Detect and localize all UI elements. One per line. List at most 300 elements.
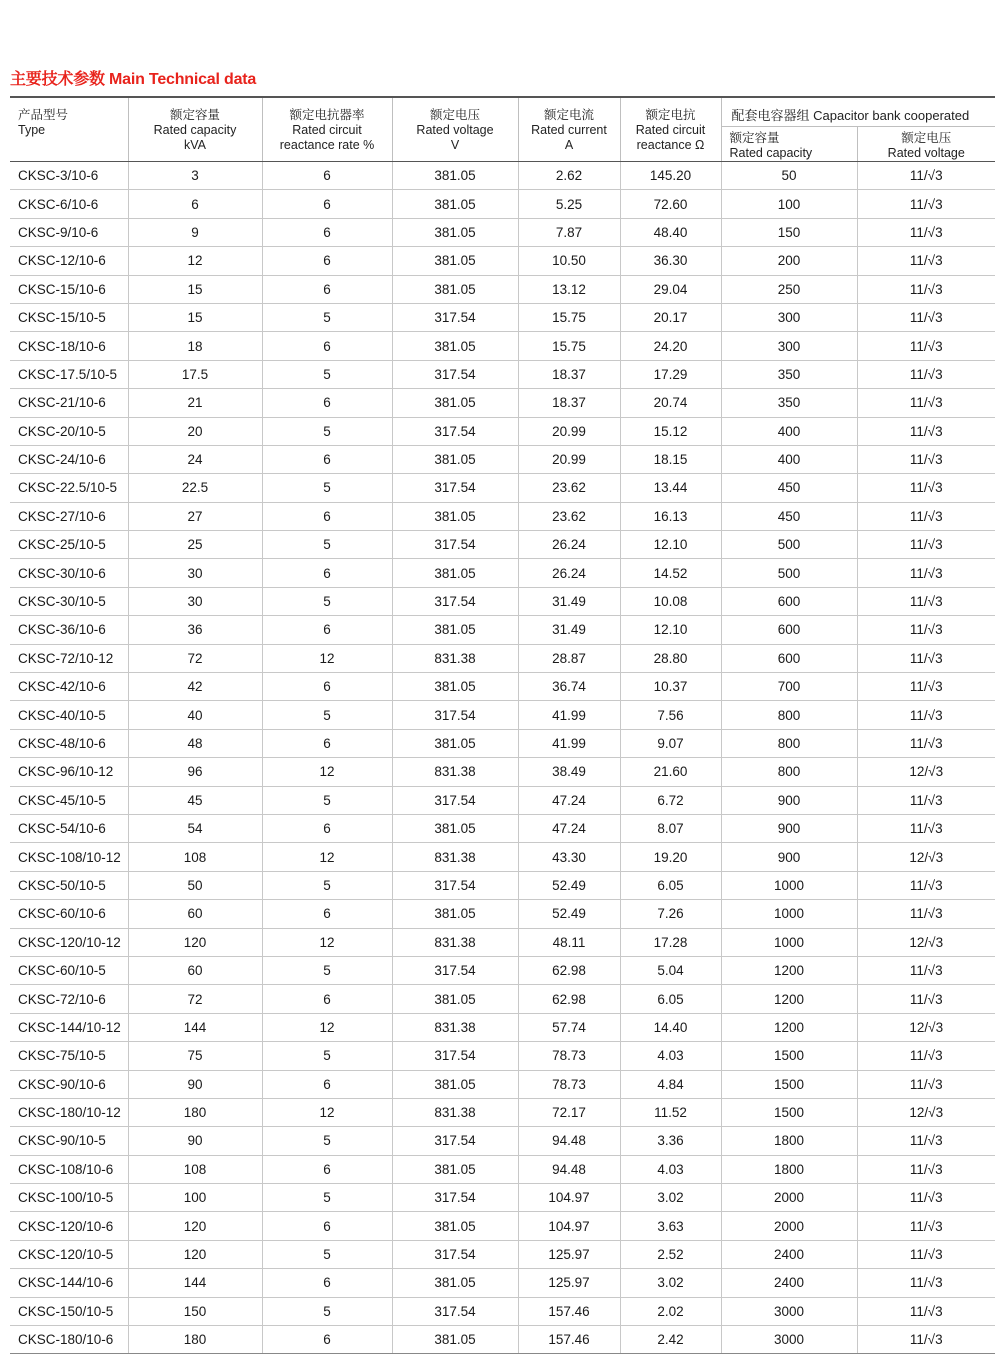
reactance-rate-cell: 6	[262, 559, 392, 587]
voltage-cell: 831.38	[392, 1098, 518, 1126]
reactance-rate-cell: 6	[262, 900, 392, 928]
reactance-rate-cell: 5	[262, 871, 392, 899]
current-cell: 23.62	[518, 474, 620, 502]
reactance-cell: 9.07	[620, 729, 721, 757]
reactance-cell: 4.03	[620, 1042, 721, 1070]
reactance-cell: 19.20	[620, 843, 721, 871]
reactance-rate-cell: 5	[262, 786, 392, 814]
capacity-cell: 75	[128, 1042, 262, 1070]
header-bank-capacity: 额定容量 Rated capacity	[721, 127, 857, 162]
bank-capacity-cell: 800	[721, 729, 857, 757]
type-cell: CKSC-40/10-5	[10, 701, 128, 729]
voltage-cell: 381.05	[392, 389, 518, 417]
bank-capacity-cell: 1000	[721, 871, 857, 899]
capacity-cell: 100	[128, 1184, 262, 1212]
voltage-cell: 381.05	[392, 673, 518, 701]
bank-capacity-cell: 3000	[721, 1326, 857, 1354]
type-cell: CKSC-108/10-12	[10, 843, 128, 871]
type-cell: CKSC-108/10-6	[10, 1155, 128, 1183]
reactance-cell: 15.12	[620, 417, 721, 445]
reactance-cell: 6.05	[620, 985, 721, 1013]
reactance-cell: 14.52	[620, 559, 721, 587]
voltage-cell: 381.05	[392, 1070, 518, 1098]
table-row	[10, 417, 995, 445]
type-cell: CKSC-144/10-6	[10, 1269, 128, 1297]
bank-voltage-cell: 11/√3	[857, 1269, 995, 1297]
reactance-rate-cell: 5	[262, 1184, 392, 1212]
reactance-cell: 5.04	[620, 956, 721, 984]
table-row	[10, 956, 995, 984]
voltage-cell: 381.05	[392, 332, 518, 360]
current-cell: 62.98	[518, 956, 620, 984]
type-cell: CKSC-96/10-12	[10, 758, 128, 786]
page-title: 主要技术参数 Main Technical data	[10, 71, 257, 88]
reactance-rate-cell: 12	[262, 1013, 392, 1041]
current-cell: 125.97	[518, 1269, 620, 1297]
table-row	[10, 587, 995, 615]
current-cell: 78.73	[518, 1042, 620, 1070]
voltage-cell: 317.54	[392, 587, 518, 615]
capacity-cell: 25	[128, 531, 262, 559]
capacity-cell: 40	[128, 701, 262, 729]
capacity-cell: 48	[128, 729, 262, 757]
bank-voltage-cell: 11/√3	[857, 1155, 995, 1183]
capacity-cell: 108	[128, 1155, 262, 1183]
voltage-cell: 381.05	[392, 729, 518, 757]
table-row	[10, 701, 995, 729]
table-row	[10, 900, 995, 928]
capacity-cell: 120	[128, 1240, 262, 1268]
voltage-cell: 317.54	[392, 701, 518, 729]
current-cell: 15.75	[518, 332, 620, 360]
table-header	[10, 97, 995, 162]
current-cell: 157.46	[518, 1297, 620, 1325]
current-cell: 20.99	[518, 417, 620, 445]
voltage-cell: 317.54	[392, 1184, 518, 1212]
current-cell: 20.99	[518, 445, 620, 473]
reactance-cell: 12.10	[620, 616, 721, 644]
capacity-cell: 30	[128, 587, 262, 615]
bank-capacity-cell: 1000	[721, 900, 857, 928]
voltage-cell: 381.05	[392, 559, 518, 587]
capacity-cell: 17.5	[128, 360, 262, 388]
table-row	[10, 1070, 995, 1098]
table-row	[10, 162, 995, 190]
type-cell: CKSC-120/10-5	[10, 1240, 128, 1268]
reactance-cell: 12.10	[620, 531, 721, 559]
bank-voltage-cell: 11/√3	[857, 531, 995, 559]
current-cell: 26.24	[518, 531, 620, 559]
voltage-cell: 317.54	[392, 531, 518, 559]
current-cell: 28.87	[518, 644, 620, 672]
voltage-cell: 381.05	[392, 162, 518, 190]
voltage-cell: 381.05	[392, 900, 518, 928]
reactance-rate-cell: 5	[262, 474, 392, 502]
reactance-rate-cell: 6	[262, 814, 392, 842]
capacity-cell: 18	[128, 332, 262, 360]
voltage-cell: 317.54	[392, 474, 518, 502]
table-row	[10, 218, 995, 246]
table-row	[10, 786, 995, 814]
reactance-cell: 16.13	[620, 502, 721, 530]
type-cell: CKSC-100/10-5	[10, 1184, 128, 1212]
reactance-rate-cell: 6	[262, 985, 392, 1013]
bank-capacity-cell: 900	[721, 843, 857, 871]
type-cell: CKSC-24/10-6	[10, 445, 128, 473]
type-cell: CKSC-120/10-6	[10, 1212, 128, 1240]
voltage-cell: 381.05	[392, 190, 518, 218]
bank-voltage-cell: 11/√3	[857, 417, 995, 445]
bank-voltage-cell: 11/√3	[857, 786, 995, 814]
table-row	[10, 1127, 995, 1155]
capacity-cell: 180	[128, 1326, 262, 1354]
capacity-cell: 60	[128, 900, 262, 928]
voltage-cell: 381.05	[392, 1212, 518, 1240]
current-cell: 47.24	[518, 814, 620, 842]
current-cell: 104.97	[518, 1184, 620, 1212]
capacity-cell: 24	[128, 445, 262, 473]
reactance-rate-cell: 6	[262, 389, 392, 417]
type-cell: CKSC-15/10-5	[10, 303, 128, 331]
current-cell: 125.97	[518, 1240, 620, 1268]
bank-voltage-cell: 11/√3	[857, 218, 995, 246]
bank-voltage-cell: 11/√3	[857, 559, 995, 587]
type-cell: CKSC-72/10-12	[10, 644, 128, 672]
reactance-cell: 3.36	[620, 1127, 721, 1155]
table-row	[10, 843, 995, 871]
current-cell: 104.97	[518, 1212, 620, 1240]
voltage-cell: 381.05	[392, 445, 518, 473]
current-cell: 78.73	[518, 1070, 620, 1098]
current-cell: 41.99	[518, 701, 620, 729]
table-row	[10, 1212, 995, 1240]
bank-voltage-cell: 11/√3	[857, 1184, 995, 1212]
bank-capacity-cell: 600	[721, 587, 857, 615]
current-cell: 15.75	[518, 303, 620, 331]
capacity-cell: 27	[128, 502, 262, 530]
bank-capacity-cell: 250	[721, 275, 857, 303]
reactance-cell: 20.17	[620, 303, 721, 331]
voltage-cell: 317.54	[392, 786, 518, 814]
type-cell: CKSC-6/10-6	[10, 190, 128, 218]
capacity-cell: 96	[128, 758, 262, 786]
bank-capacity-cell: 300	[721, 332, 857, 360]
reactance-cell: 13.44	[620, 474, 721, 502]
voltage-cell: 381.05	[392, 1269, 518, 1297]
current-cell: 62.98	[518, 985, 620, 1013]
current-cell: 57.74	[518, 1013, 620, 1041]
header-rated-reactance: 额定电抗 Rated circuit reactance Ω	[620, 97, 721, 162]
table-row	[10, 474, 995, 502]
table-body	[10, 162, 995, 1354]
voltage-cell: 381.05	[392, 218, 518, 246]
reactance-cell: 24.20	[620, 332, 721, 360]
bank-voltage-cell: 11/√3	[857, 729, 995, 757]
reactance-cell: 72.60	[620, 190, 721, 218]
reactance-rate-cell: 6	[262, 332, 392, 360]
capacity-cell: 150	[128, 1297, 262, 1325]
type-cell: CKSC-90/10-6	[10, 1070, 128, 1098]
table-row	[10, 616, 995, 644]
bank-voltage-cell: 11/√3	[857, 985, 995, 1013]
bank-voltage-cell: 11/√3	[857, 1042, 995, 1070]
type-cell: CKSC-36/10-6	[10, 616, 128, 644]
table-row	[10, 673, 995, 701]
bank-capacity-cell: 100	[721, 190, 857, 218]
bank-capacity-cell: 300	[721, 303, 857, 331]
bank-capacity-cell: 2400	[721, 1240, 857, 1268]
current-cell: 38.49	[518, 758, 620, 786]
reactance-cell: 18.15	[620, 445, 721, 473]
type-cell: CKSC-180/10-12	[10, 1098, 128, 1126]
reactance-rate-cell: 6	[262, 502, 392, 530]
current-cell: 5.25	[518, 190, 620, 218]
type-cell: CKSC-30/10-6	[10, 559, 128, 587]
reactance-cell: 2.42	[620, 1326, 721, 1354]
bank-capacity-cell: 1500	[721, 1070, 857, 1098]
bank-capacity-cell: 600	[721, 616, 857, 644]
reactance-cell: 6.72	[620, 786, 721, 814]
current-cell: 10.50	[518, 247, 620, 275]
table-row	[10, 1326, 995, 1354]
reactance-rate-cell: 6	[262, 729, 392, 757]
bank-voltage-cell: 11/√3	[857, 332, 995, 360]
table-row	[10, 1240, 995, 1268]
header-capacitor-bank-group: 配套电容器组 Capacitor bank cooperated	[721, 97, 995, 127]
reactance-cell: 8.07	[620, 814, 721, 842]
reactance-cell: 7.26	[620, 900, 721, 928]
bank-capacity-cell: 450	[721, 502, 857, 530]
type-cell: CKSC-144/10-12	[10, 1013, 128, 1041]
bank-capacity-cell: 400	[721, 445, 857, 473]
table-row	[10, 531, 995, 559]
voltage-cell: 317.54	[392, 303, 518, 331]
bank-voltage-cell: 11/√3	[857, 900, 995, 928]
reactance-rate-cell: 5	[262, 1127, 392, 1155]
capacity-cell: 108	[128, 843, 262, 871]
bank-voltage-cell: 11/√3	[857, 1297, 995, 1325]
reactance-cell: 3.63	[620, 1212, 721, 1240]
reactance-rate-cell: 6	[262, 673, 392, 701]
table-row	[10, 190, 995, 218]
capacity-cell: 42	[128, 673, 262, 701]
bank-capacity-cell: 1200	[721, 1013, 857, 1041]
table-row	[10, 729, 995, 757]
current-cell: 48.11	[518, 928, 620, 956]
table-row	[10, 1269, 995, 1297]
reactance-rate-cell: 5	[262, 531, 392, 559]
table-row	[10, 445, 995, 473]
voltage-cell: 317.54	[392, 1127, 518, 1155]
table-row	[10, 389, 995, 417]
type-cell: CKSC-150/10-5	[10, 1297, 128, 1325]
capacity-cell: 6	[128, 190, 262, 218]
table-row	[10, 644, 995, 672]
reactance-rate-cell: 6	[262, 1269, 392, 1297]
bank-capacity-cell: 2400	[721, 1269, 857, 1297]
voltage-cell: 317.54	[392, 871, 518, 899]
type-cell: CKSC-9/10-6	[10, 218, 128, 246]
bank-capacity-cell: 200	[721, 247, 857, 275]
bank-capacity-cell: 1200	[721, 985, 857, 1013]
reactance-rate-cell: 6	[262, 1155, 392, 1183]
type-cell: CKSC-27/10-6	[10, 502, 128, 530]
reactance-cell: 145.20	[620, 162, 721, 190]
bank-capacity-cell: 800	[721, 701, 857, 729]
table-row	[10, 1155, 995, 1183]
reactance-rate-cell: 6	[262, 1070, 392, 1098]
capacity-cell: 22.5	[128, 474, 262, 502]
capacity-cell: 144	[128, 1269, 262, 1297]
reactance-cell: 21.60	[620, 758, 721, 786]
reactance-rate-cell: 5	[262, 1240, 392, 1268]
bank-voltage-cell: 11/√3	[857, 673, 995, 701]
voltage-cell: 831.38	[392, 1013, 518, 1041]
bank-capacity-cell: 500	[721, 559, 857, 587]
bank-voltage-cell: 11/√3	[857, 360, 995, 388]
header-type: 产品型号 Type	[10, 97, 128, 162]
bank-voltage-cell: 11/√3	[857, 275, 995, 303]
reactance-cell: 36.30	[620, 247, 721, 275]
table-row	[10, 1184, 995, 1212]
voltage-cell: 317.54	[392, 417, 518, 445]
table-row	[10, 502, 995, 530]
capacity-cell: 12	[128, 247, 262, 275]
table-row	[10, 1297, 995, 1325]
header-bank-voltage: 额定电压 Rated voltage	[857, 127, 995, 162]
bank-voltage-cell: 11/√3	[857, 303, 995, 331]
type-cell: CKSC-18/10-6	[10, 332, 128, 360]
reactance-rate-cell: 6	[262, 162, 392, 190]
reactance-cell: 11.52	[620, 1098, 721, 1126]
current-cell: 94.48	[518, 1155, 620, 1183]
bank-voltage-cell: 11/√3	[857, 1240, 995, 1268]
bank-voltage-cell: 12/√3	[857, 758, 995, 786]
table-row	[10, 360, 995, 388]
technical-data-table	[10, 96, 995, 1354]
capacity-cell: 144	[128, 1013, 262, 1041]
capacity-cell: 120	[128, 1212, 262, 1240]
reactance-cell: 17.28	[620, 928, 721, 956]
capacity-cell: 90	[128, 1127, 262, 1155]
voltage-cell: 381.05	[392, 247, 518, 275]
current-cell: 23.62	[518, 502, 620, 530]
capacity-cell: 20	[128, 417, 262, 445]
current-cell: 18.37	[518, 360, 620, 388]
table-row	[10, 275, 995, 303]
reactance-cell: 20.74	[620, 389, 721, 417]
capacity-cell: 180	[128, 1098, 262, 1126]
type-cell: CKSC-22.5/10-5	[10, 474, 128, 502]
capacity-cell: 72	[128, 985, 262, 1013]
voltage-cell: 317.54	[392, 1042, 518, 1070]
bank-capacity-cell: 1500	[721, 1042, 857, 1070]
capacity-cell: 15	[128, 275, 262, 303]
current-cell: 52.49	[518, 900, 620, 928]
table-row	[10, 1013, 995, 1041]
voltage-cell: 381.05	[392, 616, 518, 644]
type-cell: CKSC-42/10-6	[10, 673, 128, 701]
bank-capacity-cell: 1000	[721, 928, 857, 956]
header-reactance-rate: 额定电抗器率 Rated circuit reactance rate %	[262, 97, 392, 162]
reactance-cell: 7.56	[620, 701, 721, 729]
bank-voltage-cell: 12/√3	[857, 1098, 995, 1126]
bank-capacity-cell: 500	[721, 531, 857, 559]
table-row	[10, 871, 995, 899]
type-cell: CKSC-60/10-6	[10, 900, 128, 928]
voltage-cell: 831.38	[392, 928, 518, 956]
bank-capacity-cell: 1500	[721, 1098, 857, 1126]
current-cell: 47.24	[518, 786, 620, 814]
type-cell: CKSC-180/10-6	[10, 1326, 128, 1354]
table-row	[10, 1042, 995, 1070]
type-cell: CKSC-15/10-6	[10, 275, 128, 303]
header-rated-current: 额定电流 Rated current A	[518, 97, 620, 162]
reactance-rate-cell: 5	[262, 417, 392, 445]
bank-voltage-cell: 11/√3	[857, 644, 995, 672]
reactance-cell: 29.04	[620, 275, 721, 303]
table-row	[10, 559, 995, 587]
bank-voltage-cell: 11/√3	[857, 474, 995, 502]
type-cell: CKSC-21/10-6	[10, 389, 128, 417]
bank-capacity-cell: 350	[721, 360, 857, 388]
header-rated-capacity: 额定容量 Rated capacity kVA	[128, 97, 262, 162]
capacity-cell: 21	[128, 389, 262, 417]
reactance-rate-cell: 12	[262, 928, 392, 956]
bank-capacity-cell: 3000	[721, 1297, 857, 1325]
current-cell: 7.87	[518, 218, 620, 246]
bank-voltage-cell: 11/√3	[857, 162, 995, 190]
bank-capacity-cell: 900	[721, 814, 857, 842]
type-cell: CKSC-12/10-6	[10, 247, 128, 275]
reactance-cell: 17.29	[620, 360, 721, 388]
table-row	[10, 814, 995, 842]
reactance-cell: 14.40	[620, 1013, 721, 1041]
table-row	[10, 928, 995, 956]
type-cell: CKSC-50/10-5	[10, 871, 128, 899]
type-cell: CKSC-25/10-5	[10, 531, 128, 559]
bank-voltage-cell: 11/√3	[857, 587, 995, 615]
voltage-cell: 381.05	[392, 814, 518, 842]
capacity-cell: 90	[128, 1070, 262, 1098]
bank-voltage-cell: 11/√3	[857, 1326, 995, 1354]
reactance-rate-cell: 6	[262, 275, 392, 303]
bank-capacity-cell: 800	[721, 758, 857, 786]
voltage-cell: 317.54	[392, 360, 518, 388]
type-cell: CKSC-17.5/10-5	[10, 360, 128, 388]
current-cell: 94.48	[518, 1127, 620, 1155]
reactance-cell: 3.02	[620, 1184, 721, 1212]
bank-capacity-cell: 450	[721, 474, 857, 502]
reactance-rate-cell: 5	[262, 360, 392, 388]
bank-voltage-cell: 11/√3	[857, 701, 995, 729]
bank-voltage-cell: 11/√3	[857, 247, 995, 275]
reactance-rate-cell: 5	[262, 701, 392, 729]
type-cell: CKSC-20/10-5	[10, 417, 128, 445]
capacity-cell: 72	[128, 644, 262, 672]
current-cell: 31.49	[518, 587, 620, 615]
voltage-cell: 831.38	[392, 644, 518, 672]
reactance-rate-cell: 5	[262, 1042, 392, 1070]
voltage-cell: 381.05	[392, 275, 518, 303]
reactance-cell: 10.08	[620, 587, 721, 615]
capacity-cell: 120	[128, 928, 262, 956]
reactance-rate-cell: 5	[262, 587, 392, 615]
bank-voltage-cell: 11/√3	[857, 871, 995, 899]
reactance-rate-cell: 6	[262, 218, 392, 246]
reactance-rate-cell: 12	[262, 758, 392, 786]
reactance-rate-cell: 12	[262, 1098, 392, 1126]
